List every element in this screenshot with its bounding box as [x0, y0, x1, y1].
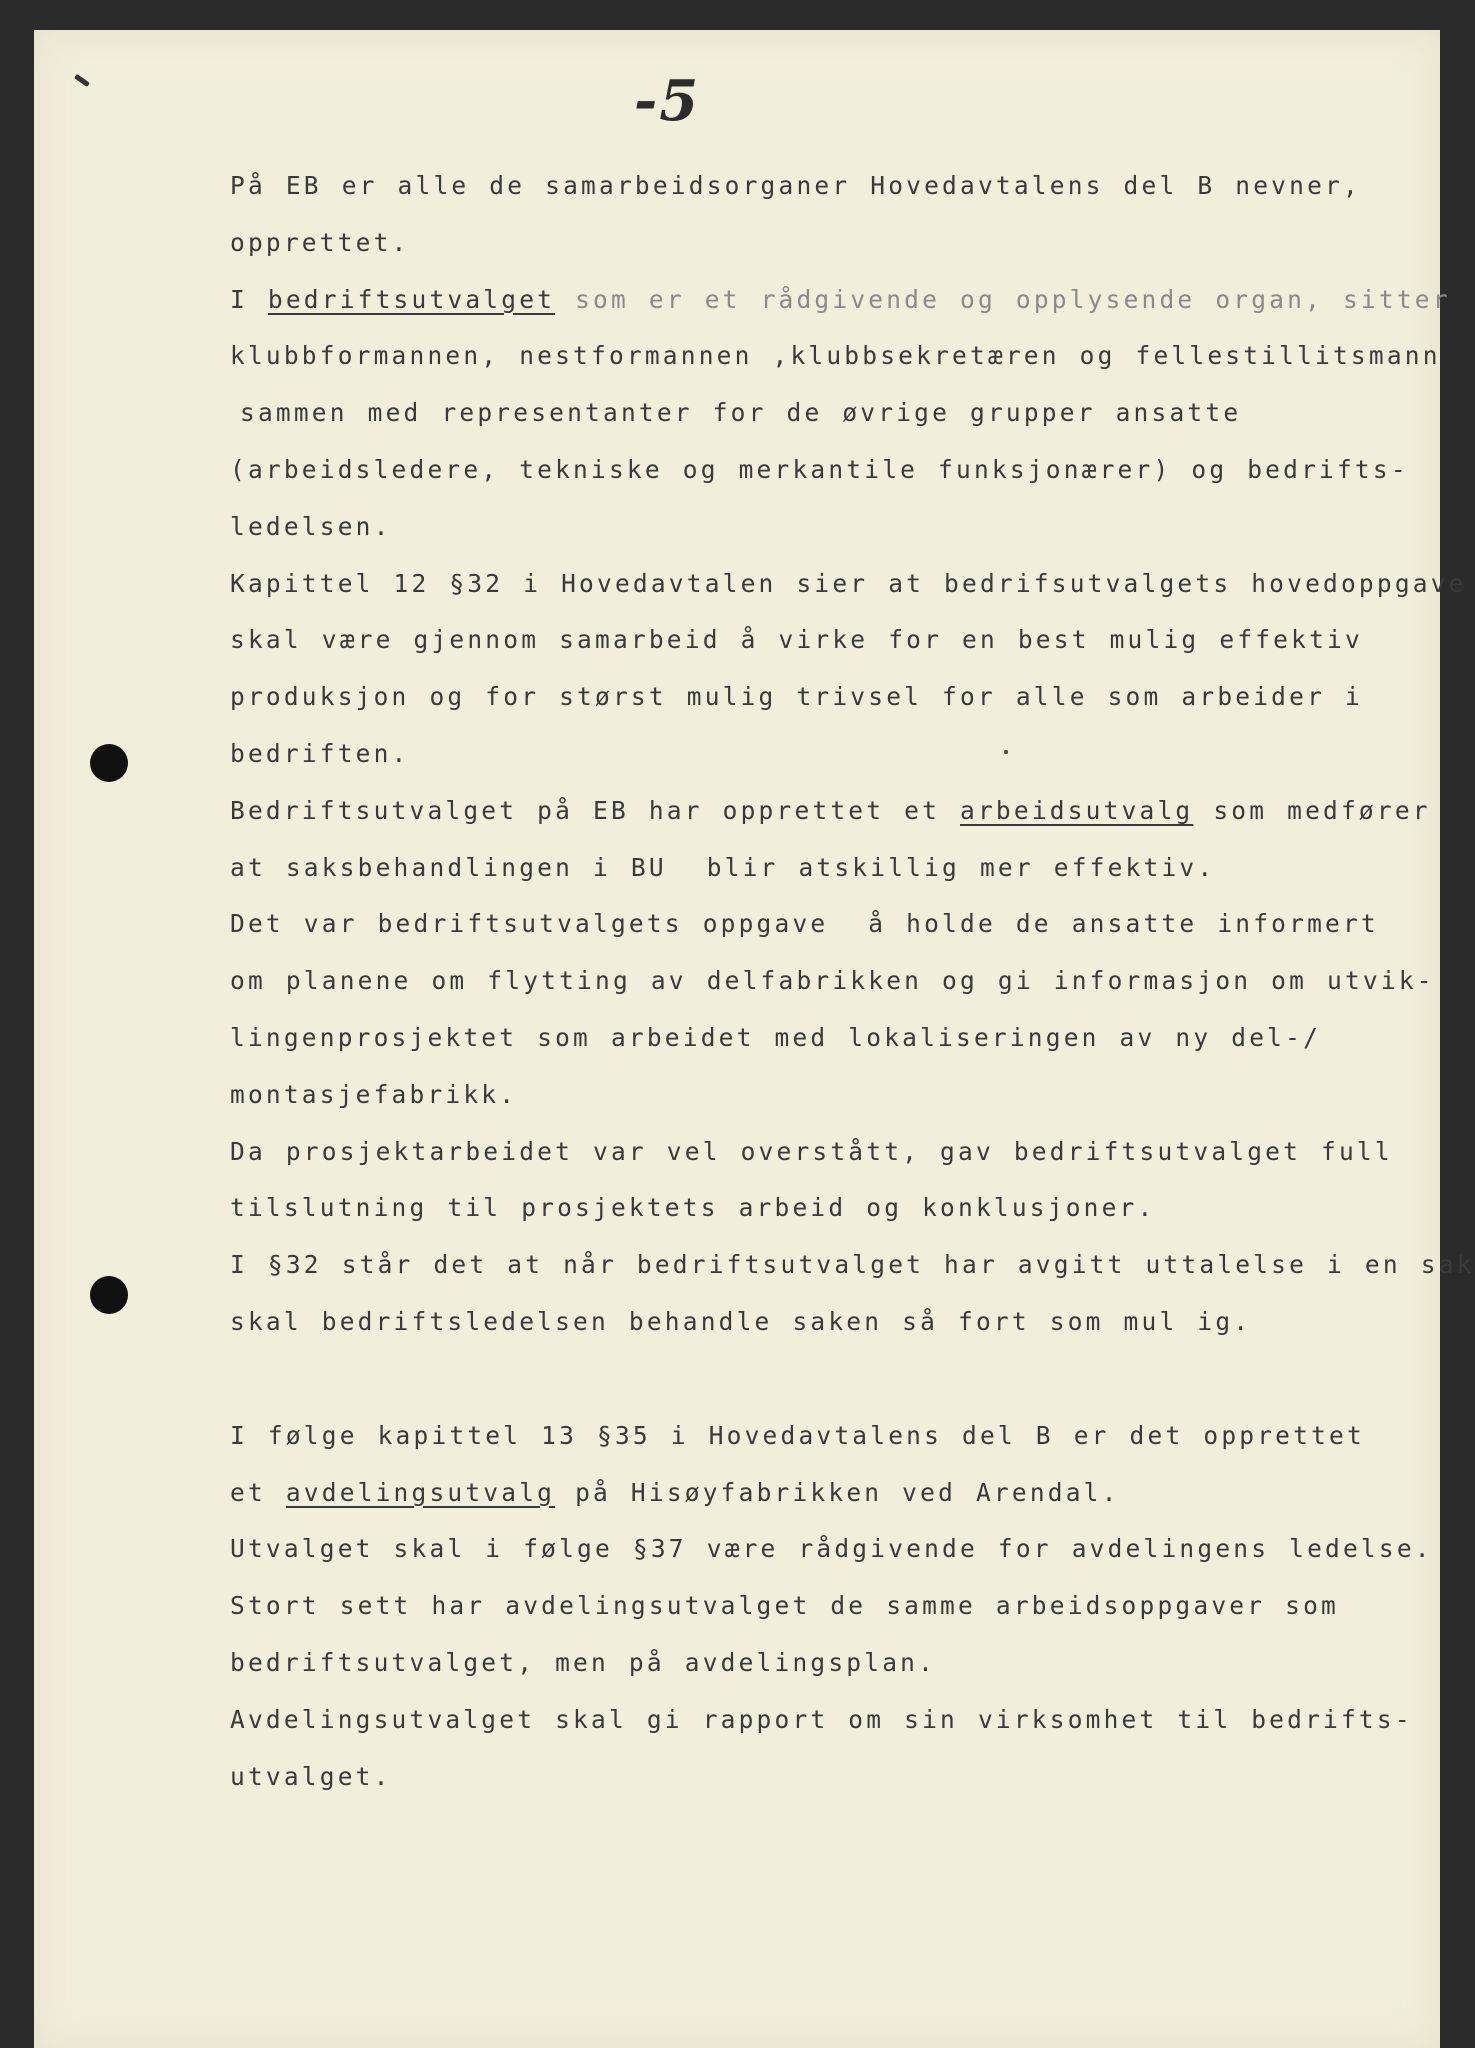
text-segment: som medfører: [1193, 795, 1431, 825]
text-line: lingenprosjektet som arbeidet med lokaliseringen av ny del-/: [230, 1022, 1322, 1052]
text-line: [230, 783, 1431, 840]
text-line: utvalget.: [230, 1761, 392, 1791]
underlined-term: avdelingsutvalg: [285, 1477, 556, 1507]
typed-text-body: [230, 158, 1475, 1805]
pen-mark: [74, 74, 90, 87]
underlined-term: bedriftsutvalget: [267, 284, 556, 314]
text-line: I følge kapittel 13 §35 i Hovedavtalens del B er det opprettet: [230, 1420, 1365, 1450]
text-line: opprettet.: [230, 227, 410, 257]
text-line: Det var bedriftsutvalgets oppgave å holde de ansatte informert: [230, 909, 1379, 939]
text-line: [230, 272, 1451, 329]
text-segment: som er et rådgivende og opplysende organ, sitter: [555, 284, 1451, 314]
text-line: Kapittel 12 §32 i Hovedavtalen sier at bedrifsutvalgets hovedoppgave: [230, 568, 1467, 598]
text-line: klubbformannen, nestformannen ,klubbsekretæren og fellestillitsmann: [230, 341, 1441, 371]
paragraph-gap: [230, 1351, 1410, 1408]
text-line: tilslutning til prosjektets arbeid og konklusjoner.: [230, 1193, 1156, 1223]
text-line: Avdelingsutvalget skal gi rapport om sin virksomhet til bedrifts-: [230, 1704, 1413, 1734]
text-line: Da prosjektarbeidet var vel overstått, gav bedriftsutvalget full: [230, 1136, 1393, 1166]
text-line: bedriften.: [230, 738, 410, 768]
page-number: -5: [634, 68, 701, 134]
text-segment: et: [230, 1477, 286, 1507]
text-line: Utvalget skal i følge §37 være rådgivende for avdelingens ledelse.: [230, 1534, 1433, 1564]
text-line: skal være gjennom samarbeid å virke for en best mulig effektiv: [230, 625, 1363, 655]
text-line: produksjon og for størst mulig trivsel for alle som arbeider i: [230, 682, 1363, 712]
text-line: om planene om flytting av delfabrikken og gi informasjon om utvik-: [230, 966, 1435, 996]
text-line: skal bedriftsledelsen behandle saken så fort som mul ig.: [230, 1306, 1252, 1336]
text-line: [230, 1465, 1410, 1522]
text-segment: I: [230, 284, 268, 314]
underlined-term: arbeidsutvalg: [960, 795, 1194, 825]
text-segment: Bedriftsutvalget på EB har opprettet et: [230, 795, 961, 825]
text-segment: på Hisøyfabrikken ved Arendal.: [555, 1477, 1120, 1507]
text-line: bedriftsutvalget, men på avdelingsplan.: [230, 1647, 937, 1677]
text-line: montasjefabrikk.: [230, 1079, 518, 1109]
text-line: sammen med representanter for de øvrige grupper ansatte: [240, 398, 1242, 428]
text-line: (arbeidsledere, tekniske og merkantile funksjonærer) og bedrifts-: [230, 454, 1409, 484]
text-line: at saksbehandlingen i BU blir atskillig mer effektiv.: [230, 852, 1216, 882]
text-line: Stort sett har avdelingsutvalget de samme arbeidsoppgaver som: [230, 1591, 1339, 1621]
text-line: I §32 står det at når bedriftsutvalget har avgitt uttalelse i en sak: [230, 1250, 1475, 1280]
text-line: ledelsen.: [230, 511, 392, 541]
punch-hole: [90, 744, 128, 782]
punch-hole: [90, 1276, 128, 1314]
text-line: På EB er alle de samarbeidsorganer Hovedavtalens del B nevner,: [230, 171, 1361, 200]
